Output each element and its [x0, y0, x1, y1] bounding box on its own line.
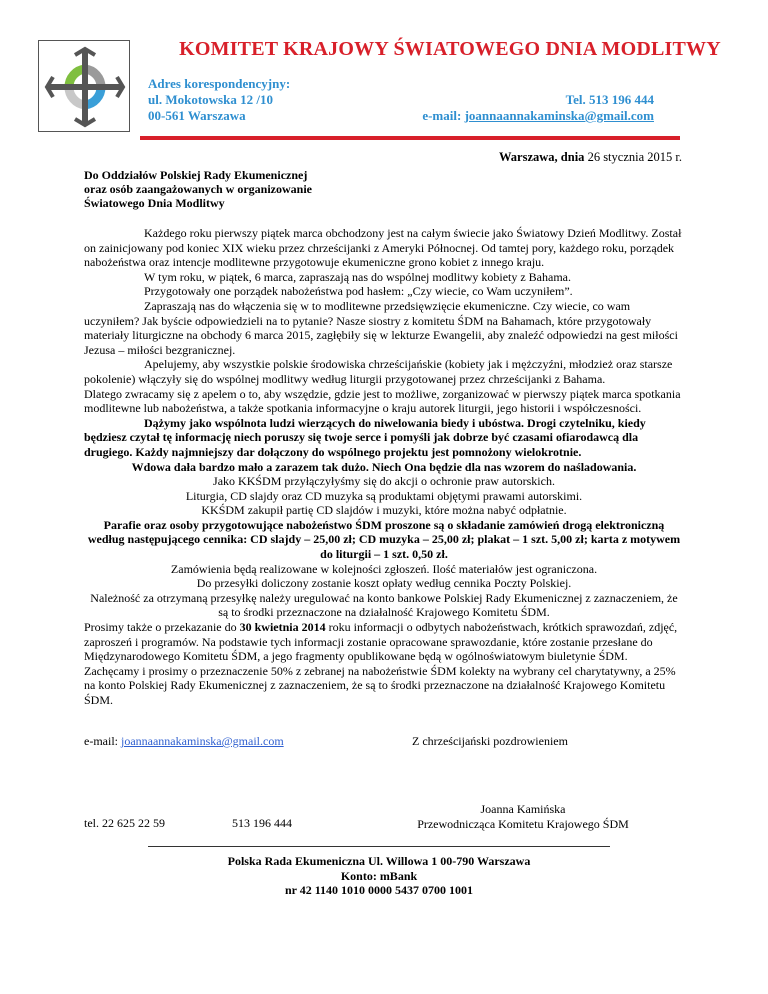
- logo: [38, 40, 130, 132]
- header-email-label: e-mail:: [422, 108, 465, 123]
- signature-email-label: e-mail:: [84, 734, 121, 748]
- paragraph: Wdowa dała bardzo mało a zarazem tak dużo. Niech Ona będzie dla nas wzorem do naśladowania.: [131, 459, 637, 474]
- footer-account: nr 42 1140 1010 0000 5437 0700 1001: [284, 883, 474, 897]
- footer-bank: Konto: mBank: [340, 868, 418, 883]
- paragraph: Dlatego zwracamy się z apelem o to, aby wszędzie, gdzie jest to możliwe, zorganizować w pierwszy piątek marca spotkania modlitewne lub nabożeństwa, a także spotkania informacyjne o kraju autorek liturgii, jego historii i współczesności.: [84, 386, 681, 416]
- recipient-line: Światowego Dnia Modlitwy: [84, 196, 225, 210]
- phone-mobile: 513 196 444: [232, 816, 292, 830]
- recipient-block: [84, 168, 312, 210]
- letter-body: [84, 226, 684, 708]
- paragraph: Zamówienia będą realizowane w kolejności zgłoszeń. Ilość materiałów jest ograniczona.: [170, 561, 598, 576]
- paragraph: Zapraszają nas do włączenia się w to modlitewne przedsięwzięcie ekumeniczne. Czy wiecie, co wam uczyniłem? Jak byście odpowiedzieli na to pytanie? Nasze siostry z komitetu ŚDM na Bahamach, które przygotowały materiały liturgiczne na obchody 6 marca 2015, zagłębiły się w lekturze Ewangelii, aby znaleźć odpowiedzi na gest miłości Jezusa – miłości bezgranicznej.: [84, 298, 678, 357]
- paragraph: Do przesyłki doliczony zostanie koszt opłaty według cennika Poczty Polskiej.: [196, 576, 572, 591]
- header-phone: Tel. 513 196 444: [565, 92, 654, 107]
- paragraph: Zachęcamy i prosimy o przeznaczenie 50% z zebranej na nabożeństwie ŚDM kolekty na wybrany cel charytatywny, a 25% na konto Polskiej Rady Ekumenicznej z zaznaczeniem, że są to środki przeznaczone na działalność Krajowego Komitetu ŚDM.: [84, 663, 676, 707]
- address-city: 00-561 Warszawa: [148, 108, 246, 123]
- recipient-line: Do Oddziałów Polskiej Rady Ekumenicznej: [84, 168, 308, 182]
- header-email-line: [422, 108, 654, 124]
- signer-block: [408, 802, 638, 832]
- deadline-date: 30 kwietnia 2014: [239, 620, 326, 635]
- header-divider: [140, 136, 680, 140]
- signer-name: Joanna Kamińska: [480, 802, 566, 816]
- signature-email: [84, 734, 284, 749]
- signature-email-link[interactable]: joannaannakaminska@gmail.com: [120, 734, 284, 748]
- header-email-link[interactable]: joannaannakaminska@gmail.com: [464, 108, 654, 123]
- footer: [148, 854, 610, 898]
- paragraph: Należność za otrzymaną przesyłkę należy uregulować na konto bankowe Polskiej Rady Ekumenicznej z zaznaczeniem, że są to środki przeznaczone na działalność Krajowego Komitetu ŚDM.: [90, 590, 678, 620]
- paragraph: [84, 620, 684, 664]
- footer-address: Polska Rada Ekumeniczna Ul. Willowa 1 00-790 Warszawa: [227, 854, 531, 868]
- paragraph: Parafie oraz osoby przygotowujące nabożeństwo ŚDM proszone są o składanie zamówień drogą elektroniczną według następującego cennika: CD slajdy – 25,00 zł; CD muzyka – 25,00 zł; plakat – 1 szt. 5,00 zł; karta z motywem do liturgii – 1 szt. 0,50 zł.: [87, 517, 681, 562]
- organization-title: KOMITET KRAJOWY ŚWIATOWEGO DNIA MODLITWY: [179, 38, 721, 60]
- paragraph: Przygotowały one porządek nabożeństwa pod hasłem: „Czy wiecie, co Wam uczyniłem”.: [144, 284, 573, 299]
- cross-logo-icon: [39, 41, 131, 133]
- paragraph: Apelujemy, aby wszystkie polskie środowiska chrześcijańskie (kobiety jak i mężczyźni, młodzież oraz starsze pokolenie) włączyły się do wspólnej modlitwy według liturgii przygotowanej przez chrześcijanki z Bahama.: [84, 357, 673, 386]
- paragraph: KKŚDM zakupił partię CD slajdów i muzyki, które można nabyć odpłatnie.: [201, 503, 567, 518]
- paragraph: Dążymy jako wspólnota ludzi wierzących do niwelowania biedy i ubóstwa. Drogi czytelniku, kiedy będziesz czytał tę informację niech poruszy się twoje serce i pomyśli jak dobrze być czasami ofiarodawcą dla drugiego. Każdy najmniejszy dar dołączony do wspólnego projektu jest pomnożony wielokrotnie.: [84, 415, 646, 459]
- footer-divider: [148, 846, 610, 847]
- header-contact: [422, 92, 654, 124]
- recipient-line: oraz osób zaangażowanych w organizowanie: [84, 182, 312, 196]
- letter-date: [499, 150, 682, 165]
- date-place: Warszawa, dnia: [499, 150, 585, 164]
- paragraph: Liturgia, CD slajdy oraz CD muzyka są produktami objętymi prawami autorskimi.: [185, 488, 583, 503]
- paragraph-text: Prosimy także o przekazanie do: [84, 620, 240, 635]
- paragraph: W tym roku, w piątek, 6 marca, zapraszają nas do wspólnej modlitwy kobiety z Bahama.: [144, 269, 571, 284]
- signer-role: Przewodnicząca Komitetu Krajowego ŚDM: [417, 817, 629, 831]
- paragraph-text: roku informacji o odbytych nabożeństwach, krótkich sprawozdań, zdjęć, zaproszeń i programów. Na podstawie tych informacji zostanie opracowane sprawozdanie, które zostanie przesłane do Międzynarodowego Komitetu ŚDM, a jego fragmenty opublikowane będą w ogólnoświatowym biuletynie ŚDM.: [84, 620, 678, 664]
- correspondence-address: [148, 76, 290, 124]
- date-value: 26 stycznia 2015 r.: [584, 150, 682, 164]
- address-label: Adres korespondencyjny:: [148, 76, 291, 91]
- paragraph: Każdego roku pierwszy piątek marca obchodzony jest na całym świecie jako Światowy Dzień Modlitwy. Został on zainicjowany pod koniec XIX wieku przez chrześcijanki z Ameryki Północnej. Od tamtej pory, każdego roku, porządek nabożeństwa oraz intencje modlitewne przygotowuje ekumeniczne grono kobiet z innego kraju.: [84, 226, 682, 270]
- paragraph: Jako KKŚDM przyłączyłyśmy się do akcji o ochronie praw autorskich.: [213, 474, 555, 489]
- address-street: ul. Mokotowska 12 /10: [148, 92, 273, 107]
- greeting: Z chrześcijański pozdrowieniem: [412, 734, 568, 748]
- phone-landline: tel. 22 625 22 59: [84, 816, 165, 830]
